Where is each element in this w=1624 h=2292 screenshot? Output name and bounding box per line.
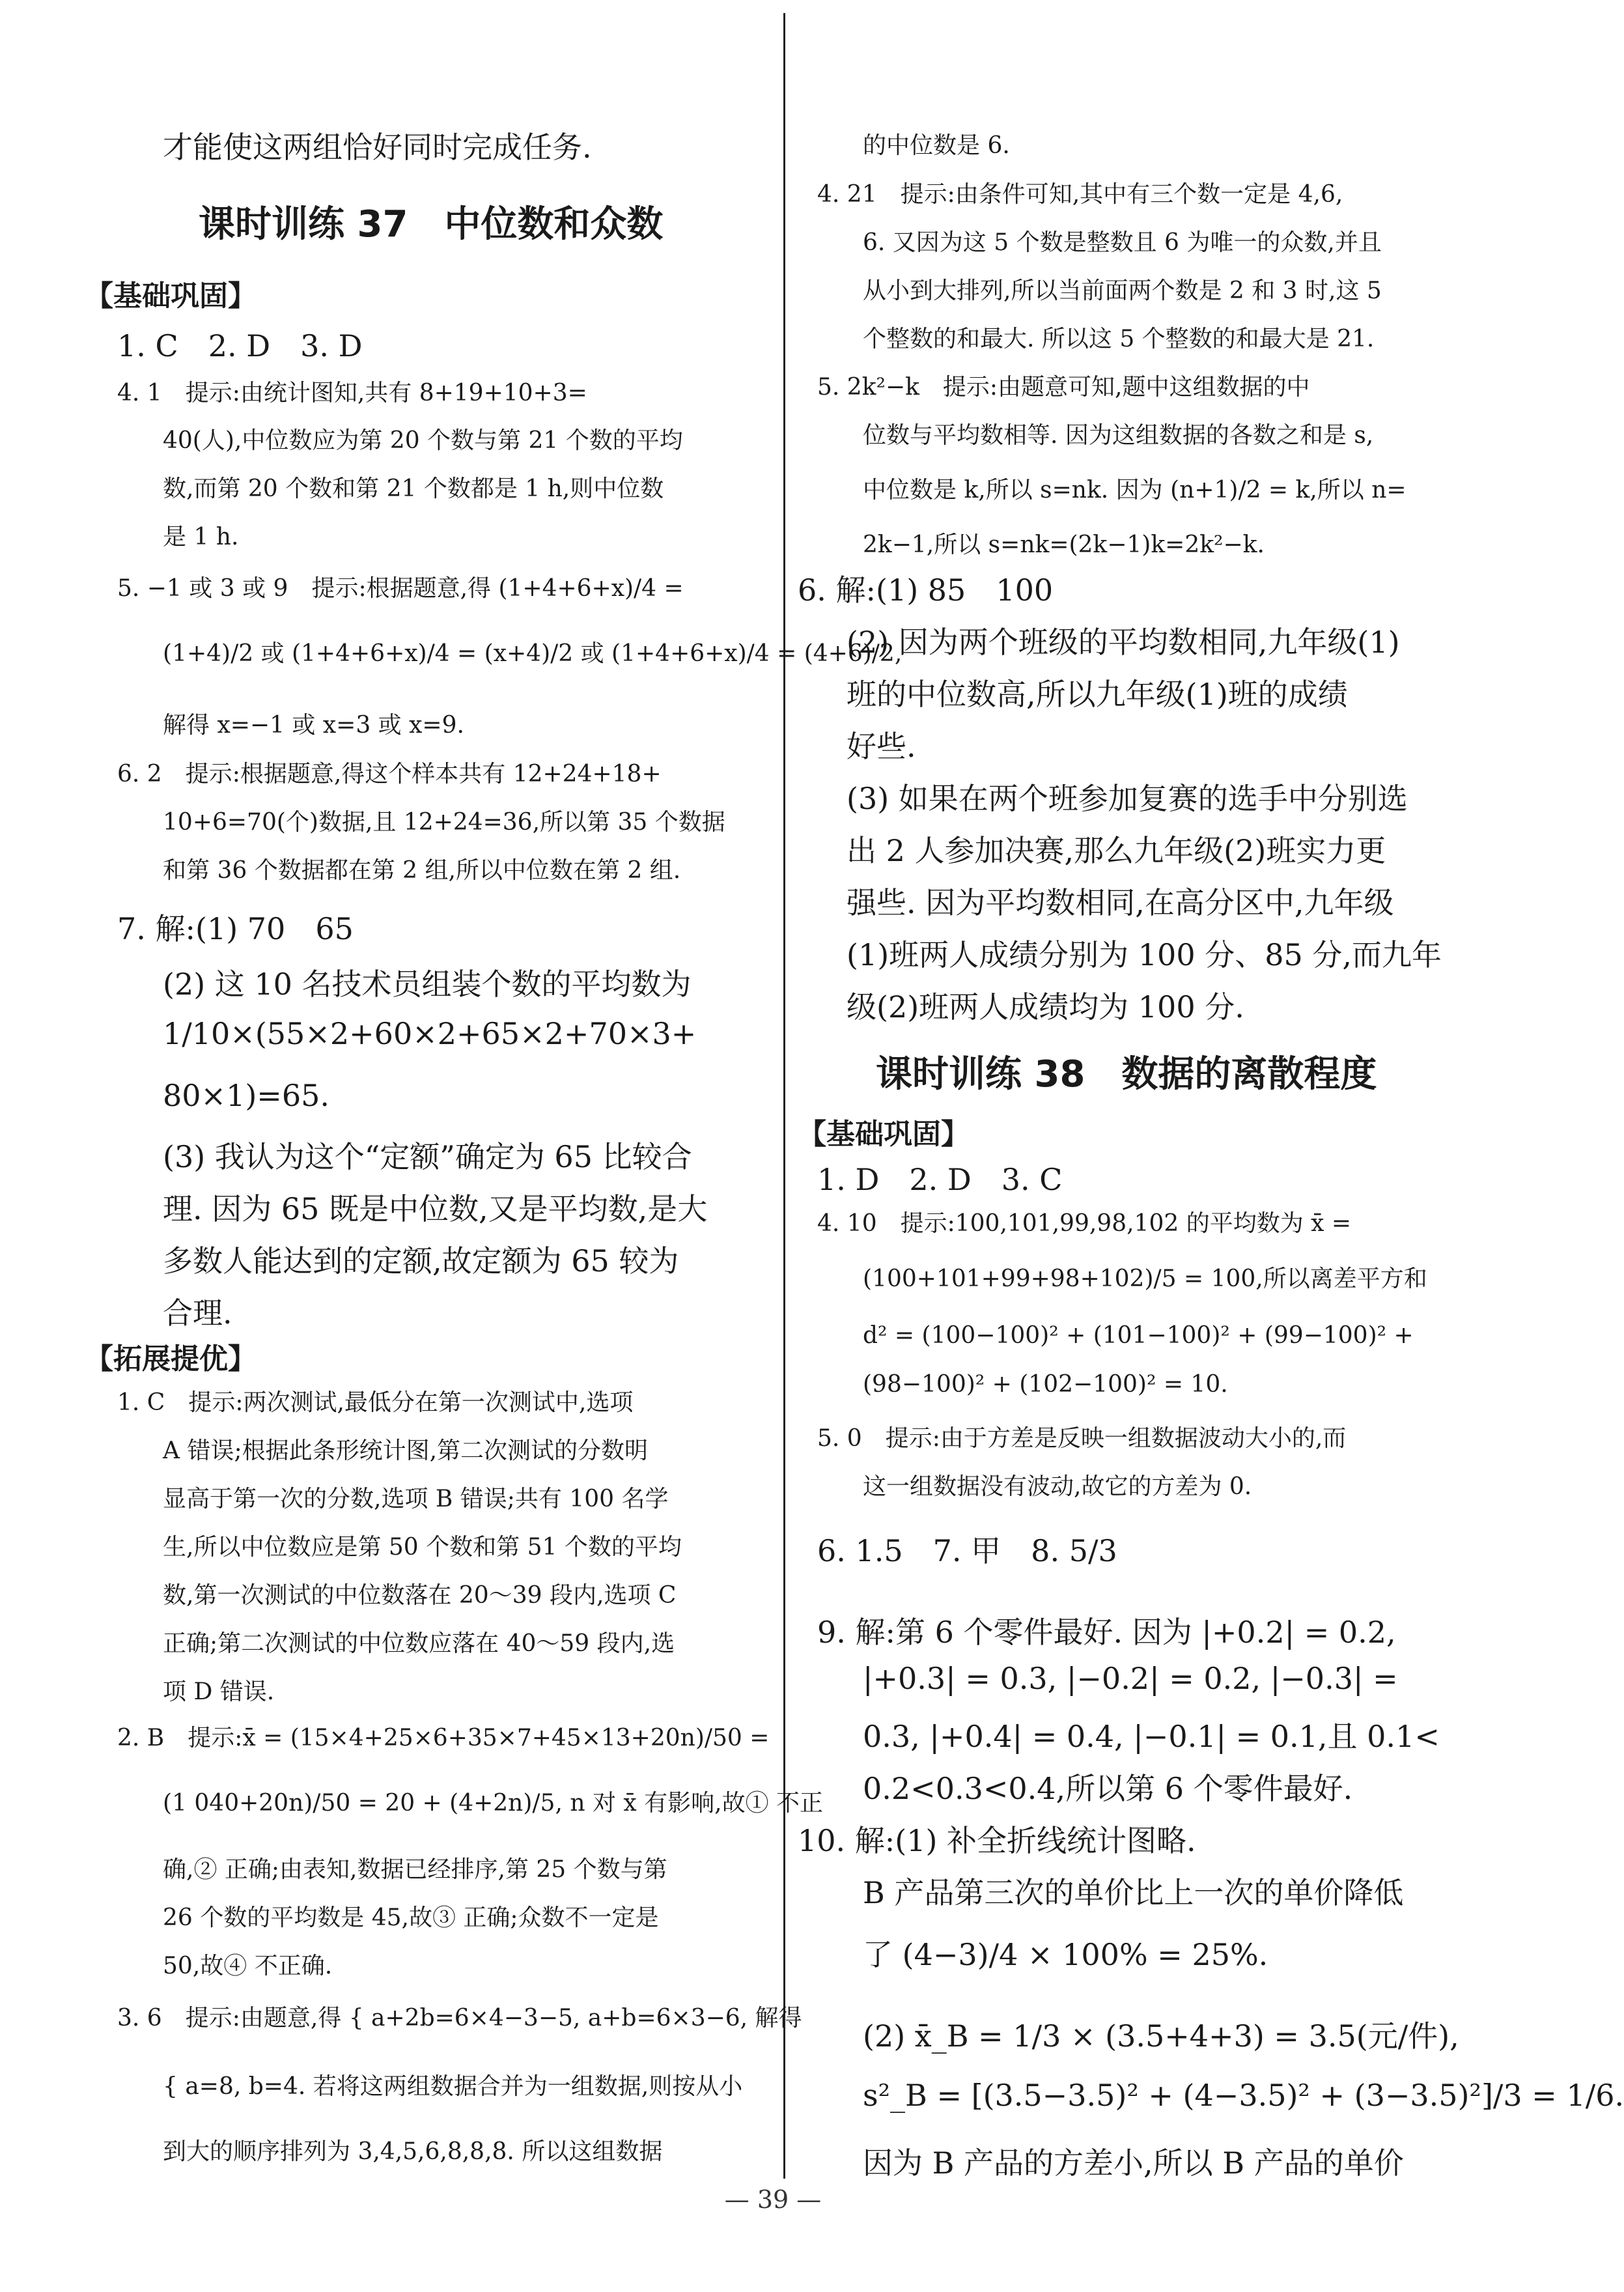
page-number: — 39 — [724,2185,822,2214]
text-line: 数,而第 20 个数和第 21 个数都是 1 h,则中位数 [163,475,664,502]
answer-line: 1. C 提示:两次测试,最低分在第一次测试中,选项 [117,1389,634,1416]
answer-line: 10. 解:(1) 补全折线统计图略. [798,1823,1196,1858]
text-line: 10+6=70(个)数据,且 12+24=36,所以第 35 个数据 [163,809,725,836]
text-line: 生,所以中位数应是第 50 个数和第 51 个数的平均 [163,1534,682,1561]
text-line: (98−100)² + (102−100)² = 10. [863,1371,1228,1398]
text-line: 从小到大排列,所以当前面两个数是 2 和 3 时,这 5 [863,277,1382,304]
section-title-38: 课时训练 38 数据的离散程度 [876,1053,1377,1096]
text-line: 出 2 人参加决赛,那么九年级(2)班实力更 [847,833,1386,868]
text-line: 显高于第一次的分数,选项 B 错误;共有 100 名学 [163,1486,669,1512]
text-line: 是 1 h. [163,524,239,550]
text-line: 1/10×(55×2+60×2+65×2+70×3+ [163,1016,697,1051]
text-line: 合理. [163,1295,232,1331]
text-line: 理. 因为 65 既是中位数,又是平均数,是大 [163,1191,708,1226]
text-line: 项 D 错误. [163,1678,275,1705]
answer-line: 6. 1.5 7. 甲 8. 5/3 [817,1533,1117,1568]
text-line: 因为 B 产品的方差小,所以 B 产品的单价 [863,2145,1404,2181]
text-line: 班的中位数高,所以九年级(1)班的成绩 [847,677,1348,712]
text-line: (1)班两人成绩分别为 100 分、85 分,而九年 [847,937,1442,972]
text-line: 才能使这两组恰好同时完成任务. [163,130,592,165]
text-line: 了 (4−3)/4 × 100% = 25%. [863,1937,1268,1972]
answer-line: 1. C 2. D 3. D [117,328,363,363]
text-line: 多数人能达到的定额,故定额为 65 较为 [163,1243,679,1279]
section-heading: 【基础巩固】 [798,1118,970,1151]
text-line: { a=8, b=4. 若将这两组数据合并为一组数据,则按从小 [163,2073,743,2100]
text-line: B 产品第三次的单价比上一次的单价降低 [863,1875,1404,1910]
text-line: (1+4)/2 或 (1+4+6+x)/4 = (x+4)/2 或 (1+4+6+x)/4 = (4+6)/2, [163,640,903,667]
text-line: (2) x̄_B = 1/3 × (3.5+4+3) = 3.5(元/件), [863,2018,1459,2054]
text-line: (1 040+20n)/50 = 20 + (4+2n)/5, n 对 x̄ 有影响,故① 不正 [163,1790,824,1817]
answer-line: 1. D 2. D 3. C [817,1162,1063,1197]
text-line: 解得 x=−1 或 x=3 或 x=9. [163,712,464,739]
text-line: 80×1)=65. [163,1078,329,1113]
answer-line: 5. 0 提示:由于方差是反映一组数据波动大小的,而 [817,1425,1347,1452]
text-line: 强些. 因为平均数相同,在高分区中,九年级 [847,885,1394,920]
text-line: 数,第一次测试的中位数落在 20～39 段内,选项 C [163,1582,677,1609]
answer-line: 2. B 提示:x̄ = (15×4+25×6+35×7+45×13+20n)/50 = [117,1725,770,1751]
text-line: 和第 36 个数据都在第 2 组,所以中位数在第 2 组. [163,857,681,884]
text-line: 确,② 正确;由表知,数据已经排序,第 25 个数与第 [163,1856,667,1883]
text-line: (100+101+99+98+102)/5 = 100,所以离差平方和 [863,1266,1427,1292]
text-line: 40(人),中位数应为第 20 个数与第 21 个数的平均 [163,427,683,454]
text-line: (3) 如果在两个班参加复赛的选手中分别选 [847,781,1408,816]
text-line: 正确;第二次测试的中位数应落在 40～59 段内,选 [163,1630,675,1657]
text-line: 的中位数是 6. [863,132,1010,159]
answer-line: 7. 解:(1) 70 65 [117,911,354,946]
text-line: d² = (100−100)² + (101−100)² + (99−100)² + [863,1322,1414,1349]
answer-line: 6. 2 提示:根据题意,得这个样本共有 12+24+18+ [117,761,662,787]
text-line: 6. 又因为这 5 个数是整数且 6 为唯一的众数,并且 [863,229,1382,256]
section-heading: 【拓展提优】 [85,1342,257,1376]
text-line: 0.2<0.3<0.4,所以第 6 个零件最好. [863,1771,1353,1806]
answer-line: 4. 10 提示:100,101,99,98,102 的平均数为 x̄ = [817,1210,1352,1237]
text-line: 级(2)班两人成绩均为 100 分. [847,989,1244,1025]
text-line: 2k−1,所以 s=nk=(2k−1)k=2k²−k. [863,531,1265,558]
answer-line: 5. 2k²−k 提示:由题意可知,题中这组数据的中 [817,374,1310,401]
text-line: 0.3, |+0.4| = 0.4, |−0.1| = 0.1,且 0.1< [863,1719,1440,1754]
answer-line: 9. 解:第 6 个零件最好. 因为 |+0.2| = 0.2, [817,1615,1396,1650]
column-divider [783,13,785,2179]
text-line: 这一组数据没有波动,故它的方差为 0. [863,1473,1252,1500]
text-line: s²_B = [(3.5−3.5)² + (4−3.5)² + (3−3.5)²]/3 = 1/6. [863,2078,1624,2113]
answer-line: 4. 1 提示:由统计图知,共有 8+19+10+3= [117,380,587,406]
text-line: 50,故④ 不正确. [163,1953,333,1979]
text-line: 26 个数的平均数是 45,故③ 正确;众数不一定是 [163,1904,659,1931]
text-line: 个整数的和最大. 所以这 5 个整数的和最大是 21. [863,326,1375,352]
text-line: |+0.3| = 0.3, |−0.2| = 0.2, |−0.3| = [863,1661,1398,1696]
text-line: 到大的顺序排列为 3,4,5,6,8,8,8. 所以这组数据 [163,2138,663,2165]
text-line: 中位数是 k,所以 s=nk. 因为 (n+1)/2 = k,所以 n= [863,477,1407,503]
answer-line: 5. −1 或 3 或 9 提示:根据题意,得 (1+4+6+x)/4 = [117,575,684,602]
text-line: A 错误;根据此条形统计图,第二次测试的分数明 [163,1437,649,1464]
text-line: (2) 因为两个班级的平均数相同,九年级(1) [847,625,1400,660]
section-heading: 【基础巩固】 [85,279,257,313]
answer-line: 6. 解:(1) 85 100 [798,573,1054,608]
answer-line: 3. 6 提示:由题意,得 { a+2b=6×4−3−5, a+b=6×3−6, 解得 [117,2005,802,2031]
answer-line: 4. 21 提示:由条件可知,其中有三个数一定是 4,6, [817,181,1343,208]
text-line: 位数与平均数相等. 因为这组数据的各数之和是 s, [863,422,1374,449]
section-title-37: 课时训练 37 中位数和众数 [199,203,664,246]
text-line: 好些. [847,729,916,764]
text-line: (3) 我认为这个“定额”确定为 65 比较合 [163,1139,692,1174]
text-line: (2) 这 10 名技术员组装个数的平均数为 [163,967,692,1002]
